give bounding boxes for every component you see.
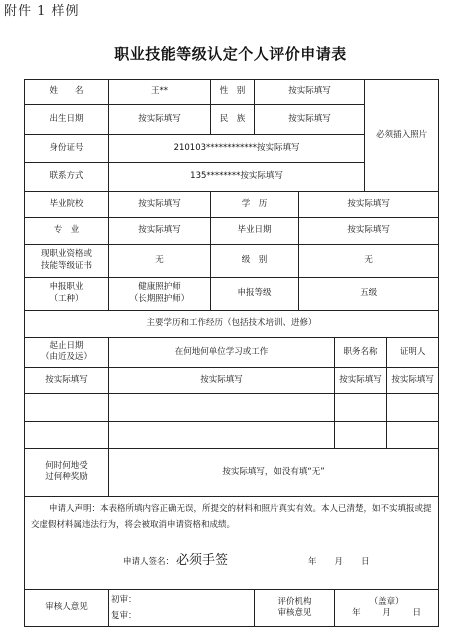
grad-date-label: 毕业日期 [211, 218, 299, 244]
seal-label: （盖章） [369, 596, 404, 607]
awards-value[interactable]: 按实际填写，如没有填“无” [109, 448, 439, 496]
table-row [25, 367, 439, 393]
history-position-cell[interactable]: 按实际填写 [335, 367, 387, 393]
period-column-header [25, 338, 109, 367]
row-declaration [25, 496, 439, 590]
row-name [25, 80, 439, 105]
level-label: 级 别 [211, 244, 299, 278]
where-column-header: 在何地何单位学习或工作 [109, 338, 335, 367]
current-cert-label-line1: 现职业资格或 [40, 249, 92, 260]
apply-job-label [25, 278, 109, 311]
row-apply [25, 278, 439, 311]
photo-placeholder[interactable]: 必须插入照片 [365, 80, 439, 192]
signer-label: 申请人签名： [123, 557, 175, 567]
handwritten-signature[interactable]: 必须手签 [176, 553, 229, 568]
level-value[interactable]: 无 [299, 244, 439, 278]
history-period-cell[interactable] [25, 421, 109, 448]
table-row [25, 394, 439, 421]
period-header-line2: （由近及远） [40, 352, 92, 363]
current-cert-label [25, 244, 109, 278]
history-witness-cell[interactable]: 按实际填写 [387, 367, 439, 393]
gender-label: 性 别 [211, 80, 255, 105]
position-column-header: 职务名称 [335, 338, 387, 367]
sign-year-label: 年 [308, 557, 317, 567]
major-label: 专 业 [25, 218, 109, 244]
agency-label: 评价机构 [277, 596, 312, 607]
history-period-cell[interactable]: 按实际填写 [25, 367, 109, 393]
apply-job-value[interactable] [109, 278, 211, 311]
agency-seal-cell[interactable] [335, 590, 439, 627]
row-current-cert [25, 244, 439, 278]
review-day-label: 日 [412, 608, 421, 619]
attachment-label: 附件 1 样例 [4, 4, 80, 19]
agency-opinion-label: 审核意见 [277, 608, 312, 619]
major-value[interactable]: 按实际填写 [109, 218, 211, 244]
review-year-label: 年 [352, 608, 361, 619]
id-value[interactable]: 210103************按实际填写 [109, 134, 365, 162]
application-form [24, 79, 439, 627]
history-where-cell[interactable]: 按实际填写 [109, 367, 335, 393]
table-row [25, 421, 439, 448]
apply-job-value-line2: （长期照护师） [129, 293, 190, 304]
name-label: 姓 名 [25, 80, 109, 105]
apply-job-label-line1: 申报职业 [49, 282, 84, 293]
apply-level-value[interactable]: 五级 [299, 278, 439, 311]
grad-date-value[interactable]: 按实际填写 [299, 218, 439, 244]
awards-label [25, 448, 109, 496]
birth-value[interactable]: 按实际填写 [109, 105, 211, 134]
history-position-cell[interactable] [335, 394, 387, 421]
education-label: 学 历 [211, 191, 299, 217]
signature-line [31, 549, 432, 574]
sign-month-label: 月 [334, 557, 344, 567]
awards-label-line1: 何时何地受 [45, 460, 88, 471]
ethnicity-label: 民 族 [211, 105, 255, 134]
first-review-label: 初审： [111, 595, 137, 606]
apply-level-label: 申报等级 [211, 278, 299, 311]
ethnicity-value[interactable]: 按实际填写 [255, 105, 365, 134]
gender-value[interactable]: 按实际填写 [255, 80, 365, 105]
contact-label: 联系方式 [25, 163, 109, 191]
apply-job-value-line1: 健康照护师 [138, 282, 181, 293]
name-value[interactable]: 王** [109, 80, 211, 105]
reviewer-label: 审核人意见 [25, 590, 109, 627]
history-where-cell[interactable] [109, 421, 335, 448]
second-review-label: 复审： [111, 611, 137, 622]
review-month-label: 月 [382, 608, 391, 619]
row-major [25, 218, 439, 244]
witness-column-header: 证明人 [387, 338, 439, 367]
school-label: 毕业院校 [25, 191, 109, 217]
declaration-box [25, 496, 439, 590]
school-value[interactable]: 按实际填写 [109, 191, 211, 217]
apply-job-label-line2: （工种） [49, 293, 84, 304]
row-awards [25, 448, 439, 496]
education-value[interactable]: 按实际填写 [299, 191, 439, 217]
declaration-text: 申请人声明：本表格所填内容正确无误，所提交的材料和照片真实有效。本人已清楚，如不实填报或提交虚假材料属违法行为，将会被取消申请资格和成绩。 [31, 503, 432, 530]
awards-label-line2: 过何种奖励 [45, 472, 88, 483]
history-heading: 主要学历和工作经历（包括技术培训、进修） [25, 310, 439, 337]
row-review [25, 590, 439, 627]
birth-label: 出生日期 [25, 105, 109, 134]
period-header-line1: 起止日期 [49, 340, 84, 351]
row-school [25, 191, 439, 217]
history-witness-cell[interactable] [387, 394, 439, 421]
contact-value[interactable]: 135********按实际填写 [109, 163, 365, 191]
history-where-cell[interactable] [109, 394, 335, 421]
reviewer-cell[interactable] [109, 590, 255, 627]
history-position-cell[interactable] [335, 421, 387, 448]
current-cert-label-line2: 技能等级证书 [40, 260, 92, 271]
sign-day-label: 日 [361, 557, 370, 567]
form-title: 职业技能等级认定个人评价申请表 [114, 45, 347, 63]
current-cert-value[interactable]: 无 [109, 244, 211, 278]
history-period-cell[interactable] [25, 394, 109, 421]
sign-date [290, 557, 370, 567]
row-history-header [25, 310, 439, 337]
row-history-columns [25, 338, 439, 367]
id-label: 身份证号 [25, 134, 109, 162]
agency-cell [255, 590, 335, 627]
review-date [337, 608, 436, 619]
history-witness-cell[interactable] [387, 421, 439, 448]
